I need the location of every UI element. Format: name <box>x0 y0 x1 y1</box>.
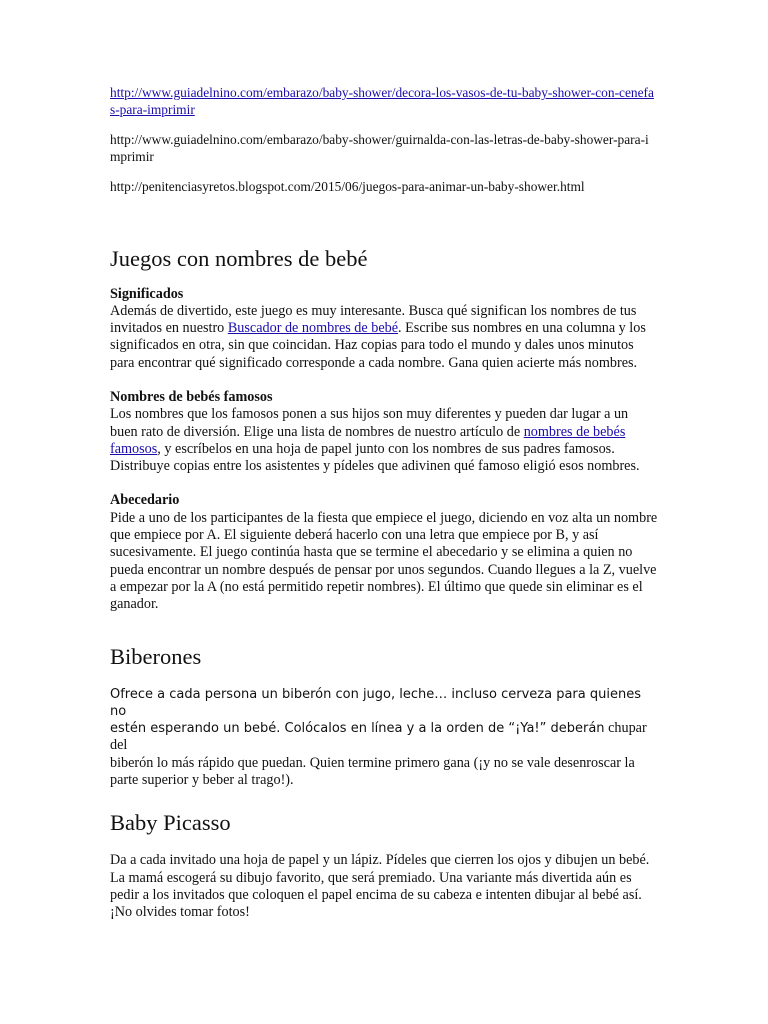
paragraph-biberones: Ofrece a cada persona un biberón con jugo, leche… incluso cerveza para quienes no estén esperando un bebé. Colócalos en línea y a la orden de “¡Ya!” deberán chupar del biberón lo más rápido que puedan. Quien termine primero gana (¡y no se vale desenroscar la parte superior y beber al trago!). <box>110 686 647 789</box>
paragraph-abecedario: Pide a uno de los participantes de la fiesta que empiece el juego, diciendo en voz alta un nombre que empiece por A. El siguiente deberá hacerlo con una letra que empiece por B, y así sucesivamente. El juego continúa hasta que se termine el abecedario y se elimina a quien no pueda encontrar un nombre después de pensar por unos segundos. Cuando llegues a la Z, vuelve a empezar por la A (no está permitido repetir nombres). El último que quede sin eliminar es el ganador. <box>110 509 658 613</box>
reference-link-1[interactable]: http://www.guiadelnino.com/embarazo/baby-shower/decora-los-vasos-de-tu-baby-shower-con-cenefas-para-imprimir <box>110 85 654 117</box>
reference-url-2: http://www.guiadelnino.com/embarazo/baby-shower/guirnalda-con-las-letras-de-baby-shower-para-imprimir <box>110 132 649 164</box>
section-heading-juegos: Juegos con nombres de bebé <box>110 245 368 271</box>
section-heading-baby-picasso: Baby Picasso <box>110 810 231 836</box>
link-buscador-nombres[interactable]: Buscador de nombres de bebé <box>227 320 399 337</box>
reference-url-3: http://penitenciasyretos.blogspot.com/2015/06/juegos-para-animar-un-baby-shower.html <box>110 179 585 194</box>
paragraph-nombres-famosos: Los nombres que los famosos ponen a sus hijos son muy diferentes y pueden dar lugar a un buen rato de diversión. Elige una lista de nombres de nuestro artículo de nombres de bebés famosos, y escríbelos en una hoja de papel junto con los nombres de sus padres famosos. Distribuye copias entre los asistentes y pídeles que adivinen qué famoso eligió esos nombres. <box>110 406 640 475</box>
paragraph-significados: Además de divertido, este juego es muy interesante. Busca qué significan los nombres de tus invitados en nuestro Buscador de nombres de bebé. Escribe sus nombres en una columna y los significados en otra, sin que coincidan. Haz copias para todo el mundo y dales unos minutos para encontrar qué significado corresponde a cada nombre. Gana quien acierte más nombres. <box>110 302 646 371</box>
section-heading-biberones: Biberones <box>110 643 202 669</box>
subheading-significados: Significados <box>110 285 184 302</box>
reference-url-1[interactable] <box>110 85 658 118</box>
paragraph-baby-picasso: Da a cada invitado una hoja de papel y un lápiz. Pídeles que cierren los ojos y dibujen un bebé. La mamá escogerá su dibujo favorito, que será premiado. Una variante más divertida aún es pedir a los invitados que coloquen el papel encima de su cabeza e intenten dibujar al bebé así. ¡No olvides tomar fotos! <box>110 852 650 921</box>
document-content <box>110 85 658 922</box>
subheading-nombres-famosos: Nombres de bebés famosos <box>110 388 273 405</box>
link-nombres-famosos[interactable]: nombres de bebés famosos <box>110 423 626 457</box>
subheading-abecedario: Abecedario <box>110 492 180 509</box>
